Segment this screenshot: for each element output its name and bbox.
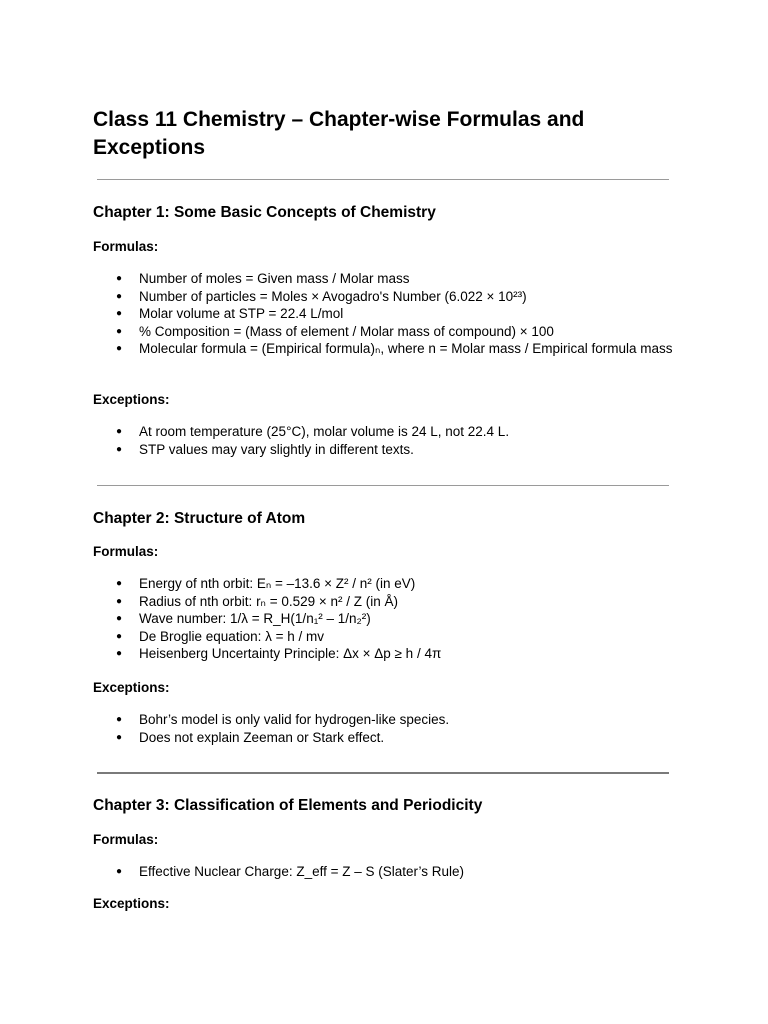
document-title: Class 11 Chemistry – Chapter-wise Formulas and Exceptions (93, 108, 585, 159)
list-item: ● Number of moles = Given mass / Molar mass (0, 270, 679, 288)
list-item: ● Radius of nth orbit: rₙ = 0.529 × n² / Z (in Å) (0, 593, 679, 611)
chapter-1-exceptions-label: Exceptions: (93, 392, 170, 407)
list-item: ● De Broglie equation: λ = h / mv (0, 628, 679, 646)
list-item: ● Energy of nth orbit: Eₙ = –13.6 × Z² / n² (in eV) (0, 575, 679, 593)
list-item: ● Does not explain Zeeman or Stark effect. (0, 729, 679, 747)
chapter-1-formulas-list (0, 270, 679, 358)
chapter-2-exceptions-label: Exceptions: (93, 680, 170, 695)
list-item: ● Molecular formula = (Empirical formula)ₙ, where n = Molar mass / Empirical formula mass (0, 340, 679, 358)
list-item: ● Wave number: 1/λ = R_H(1/n₁² – 1/n₂²) (0, 610, 679, 628)
divider (97, 772, 669, 774)
list-item: ● Number of particles = Moles × Avogadro's Number (6.022 × 10²³) (0, 288, 679, 306)
chapter-2-formulas-label: Formulas: (93, 544, 159, 559)
list-item: ● At room temperature (25°C), molar volume is 24 L, not 22.4 L. (0, 423, 679, 441)
chapter-3-heading: Chapter 3: Classification of Elements and Periodicity (93, 797, 483, 814)
list-item: ● Bohr’s model is only valid for hydrogen-like species. (0, 711, 679, 729)
divider (97, 485, 669, 486)
chapter-3-formulas-label: Formulas: (93, 832, 159, 847)
chapter-2-heading: Chapter 2: Structure of Atom (93, 510, 306, 527)
list-item: ● Heisenberg Uncertainty Principle: Δx × Δp ≥ h / 4π (0, 645, 679, 663)
chapter-3-formulas-list (0, 863, 679, 881)
list-item: ● Effective Nuclear Charge: Z_eff = Z – S (Slater’s Rule) (0, 863, 679, 881)
divider (97, 179, 669, 180)
chapter-1-formulas-label: Formulas: (93, 239, 159, 254)
chapter-2-exceptions-list (0, 711, 679, 746)
chapter-1-heading: Chapter 1: Some Basic Concepts of Chemistry (93, 204, 436, 221)
chapter-1-exceptions-list (0, 423, 679, 458)
chapter-2-formulas-list (0, 575, 679, 663)
chapter-3-exceptions-label: Exceptions: (93, 896, 170, 911)
list-item: ● % Composition = (Mass of element / Molar mass of compound) × 100 (0, 323, 679, 341)
list-item: ● Molar volume at STP = 22.4 L/mol (0, 305, 679, 323)
list-item: ● STP values may vary slightly in different texts. (0, 441, 679, 459)
